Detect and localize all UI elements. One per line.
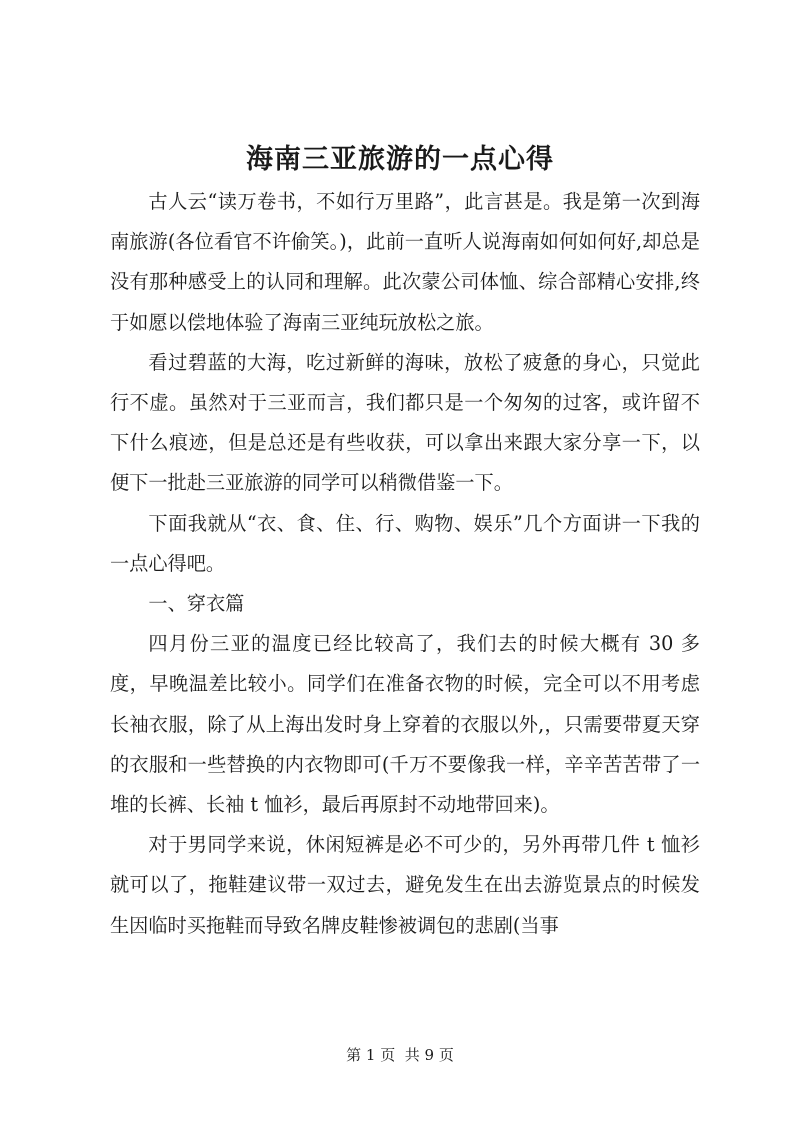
- paragraph-overview: 下面我就从“衣、食、住、行、购物、娱乐”几个方面讲一下我的一点心得吧。: [110, 511, 700, 575]
- paragraph-intro: 古人云“读万卷书，不如行万里路”，此言甚是。我是第一次到海南旅游(各位看官不许偷笑。)，此前一直听人说海南如何如何好,却总是没有那种感受上的认同和理解。此次蒙公司体恤、综合部精心安排,终于如愿以偿地体验了海南三亚纯玩放松之旅。: [110, 190, 700, 334]
- paragraph-men-clothing: 对于男同学来说，休闲短裤是必不可少的，另外再带几件 t 恤衫就可以了，拖鞋建议带一双过去，避免发生在出去游览景点的时候发生因临时买拖鞋而导致名牌皮鞋惨被调包的悲剧(当事: [110, 833, 700, 937]
- paragraph-clothing: 四月份三亚的温度已经比较高了，我们去的时候大概有 30 多度，早晚温差比较小。同学们在准备衣物的时候，完全可以不用考虑长袖衣服，除了从上海出发时身上穿着的衣服以外,，只需要带夏天穿的衣服和一些替换的内衣物即可(千万不要像我一样，辛辛苦苦带了一堆的长裤、长袖 t 恤衫，最后再原封不动地带回来)。: [110, 632, 700, 817]
- document-body: [110, 182, 700, 946]
- section-heading-clothing: 一、穿衣篇: [148, 592, 245, 616]
- page-title: 海南三亚旅游的一点心得: [246, 144, 554, 175]
- paragraph-impressions: 看过碧蓝的大海，吃过新鲜的海味，放松了疲惫的身心，只觉此行不虚。虽然对于三亚而言，我们都只是一个匆匆的过客，或许留不下什么痕迹，但是总还是有些收获，可以拿出来跟大家分享一下，以便下一批赴三亚旅游的同学可以稍微借鉴一下。: [110, 350, 700, 495]
- page-footer: 第 1 页 共 9 页: [346, 1046, 454, 1064]
